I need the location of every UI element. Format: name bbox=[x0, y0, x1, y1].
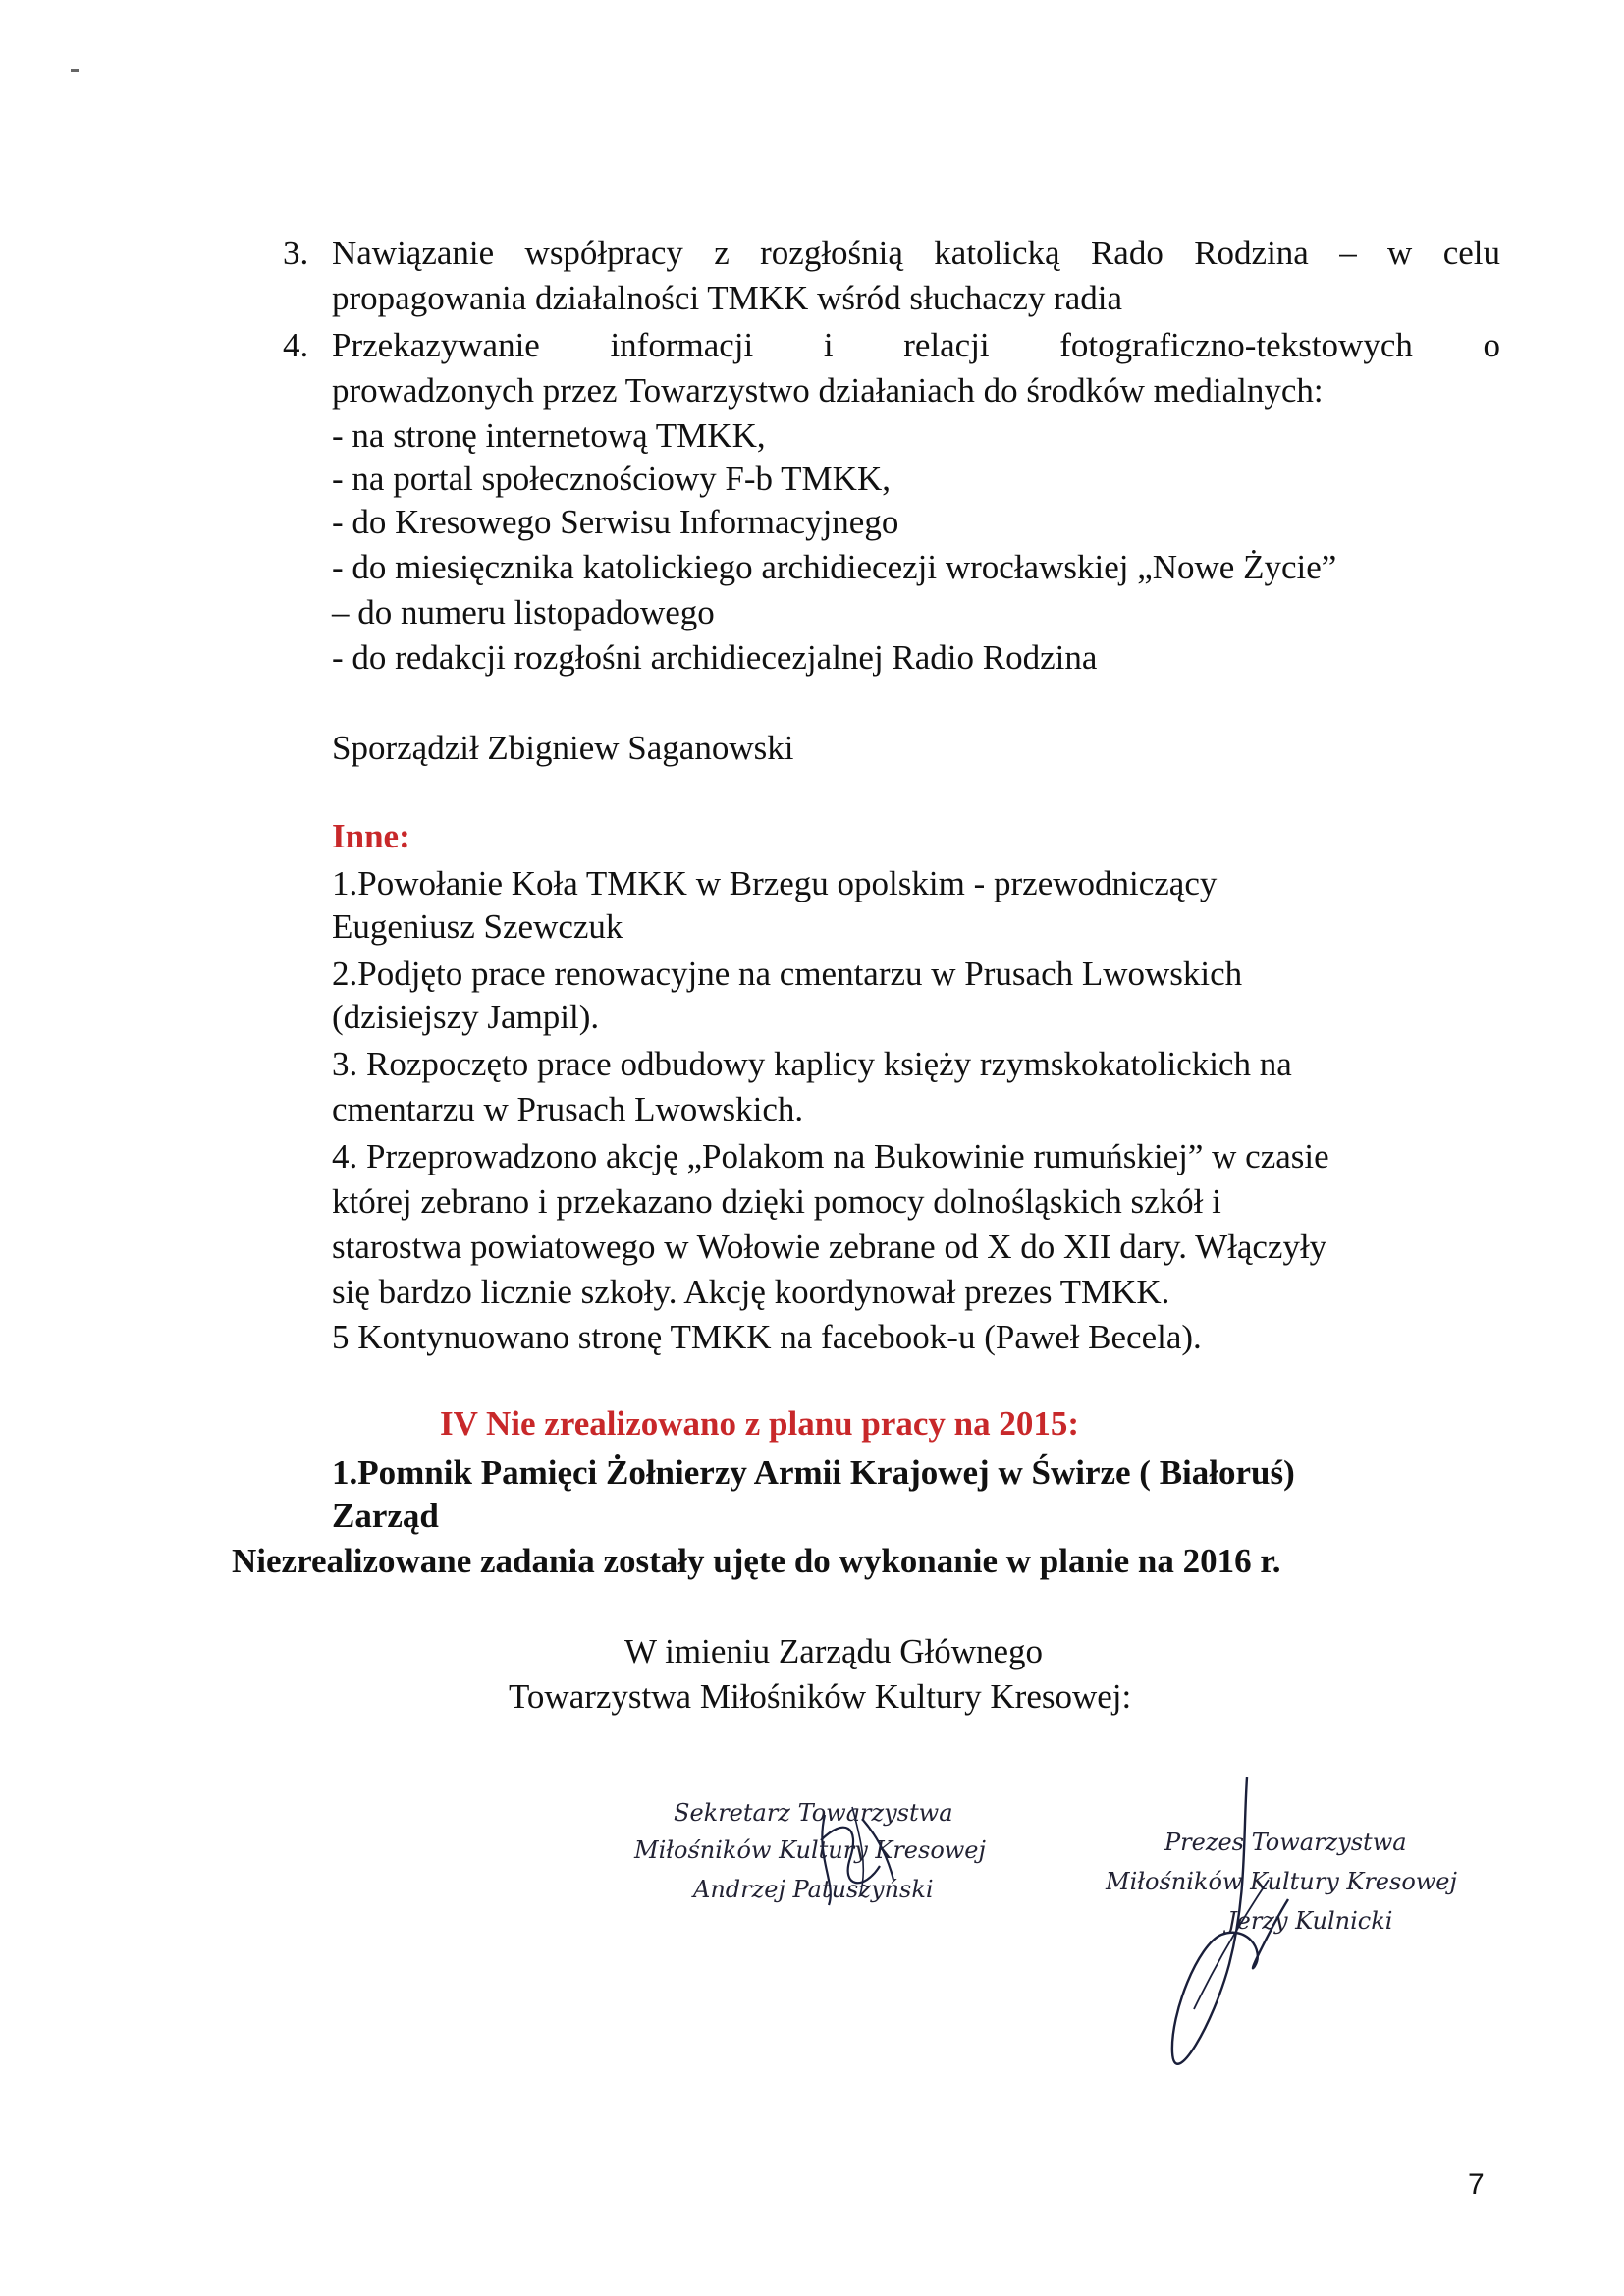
inne-line: się bardzo licznie szkoły. Akcję koordynował prezes TMKK. bbox=[332, 1273, 1170, 1311]
page-number: 7 bbox=[1468, 2168, 1485, 2201]
item-4-line-2: prowadzonych przez Towarzystwo działaniach do środków medialnych: bbox=[332, 371, 1324, 410]
section-iv-zarzad: Zarząd bbox=[332, 1497, 439, 1535]
inne-line: (dzisiejszy Jampil). bbox=[332, 998, 600, 1036]
secretary-signature bbox=[628, 1797, 1021, 1925]
prepared-by: Sporządził Zbigniew Saganowski bbox=[332, 729, 794, 767]
inne-line: 2.Podjęto prace renowacyjne na cmentarzu w Prusach Lwowskich bbox=[332, 955, 1243, 993]
president-stamp bbox=[1100, 1777, 1492, 2102]
item-4-bullet: - do Kresowego Serwisu Informacyjnego bbox=[332, 503, 899, 541]
item-3-line-2: propagowania działalności TMKK wśród słuchaczy radia bbox=[332, 279, 1123, 317]
secretary-stamp bbox=[628, 1797, 1021, 1925]
section-iv-item-1: 1.Pomnik Pamięci Żołnierzy Armii Krajowej w Świrze ( Białoruś) bbox=[332, 1453, 1295, 1492]
president-stamp-line: Jerzy Kulnicki bbox=[1227, 1907, 1393, 1935]
president-stamp-line: Prezes Towarzystwa bbox=[1164, 1829, 1407, 1856]
item-4-bullet: - do miesięcznika katolickiego archidiecezji wrocławskiej „Nowe Życie” bbox=[332, 548, 1337, 586]
item-4-bullet: - na stronę internetową TMKK, bbox=[332, 416, 766, 455]
inne-line: cmentarzu w Prusach Lwowskich. bbox=[332, 1090, 804, 1128]
closing-line-1: W imieniu Zarządu Głównego bbox=[624, 1632, 1044, 1670]
inne-line: której zebrano i przekazano dzięki pomocy dolnośląskich szkół i bbox=[332, 1182, 1221, 1221]
inne-line: 3. Rozpoczęto prace odbudowy kaplicy księży rzymskokatolickich na bbox=[332, 1045, 1292, 1083]
item-4-bullet: - do redakcji rozgłośni archidiecezjalnej Radio Rodzina bbox=[332, 638, 1098, 677]
item-4-bullet: – do numeru listopadowego bbox=[332, 593, 715, 631]
secretary-stamp-line: Miłośników Kultury Kresowej bbox=[634, 1836, 986, 1864]
scan-speck bbox=[71, 69, 79, 72]
president-stamp-line: Miłośników Kultury Kresowej bbox=[1106, 1868, 1457, 1895]
president-signature bbox=[1100, 1777, 1492, 2102]
item-3-line-1: Nawiązanie współpracy z rozgłośnią katolicką Rado Rodzina – w celu bbox=[332, 234, 1500, 272]
inne-line: starostwa powiatowego w Wołowie zebrane od X do XII dary. Włączyły bbox=[332, 1228, 1327, 1266]
secretary-stamp-line: Andrzej Patuszyński bbox=[693, 1876, 934, 1903]
inne-heading: Inne: bbox=[332, 817, 410, 855]
closing-line-2: Towarzystwa Miłośników Kultury Kresowej: bbox=[509, 1677, 1132, 1716]
inne-line: 4. Przeprowadzono akcję „Polakom na Bukowinie rumuńskiej” w czasie bbox=[332, 1137, 1329, 1175]
secretary-stamp-line: Sekretarz Towarzystwa bbox=[674, 1799, 953, 1827]
item-4-number: 4. bbox=[283, 326, 309, 364]
item-3-number: 3. bbox=[283, 234, 309, 272]
item-4-bullet: - na portal społecznościowy F-b TMKK, bbox=[332, 460, 891, 498]
item-4-line-1: Przekazywanie informacji i relacji fotograficzno-tekstowych o bbox=[332, 326, 1500, 364]
inne-line: Eugeniusz Szewczuk bbox=[332, 907, 623, 946]
section-iv-heading: IV Nie zrealizowano z planu pracy na 2015: bbox=[440, 1404, 1080, 1443]
inne-line: 5 Kontynuowano stronę TMKK na facebook-u (Paweł Becela). bbox=[332, 1318, 1202, 1356]
inne-line: 1.Powołanie Koła TMKK w Brzegu opolskim - przewodniczący bbox=[332, 864, 1218, 902]
section-iv-note: Niezrealizowane zadania zostały ujęte do wykonanie w planie na 2016 r. bbox=[232, 1542, 1281, 1580]
